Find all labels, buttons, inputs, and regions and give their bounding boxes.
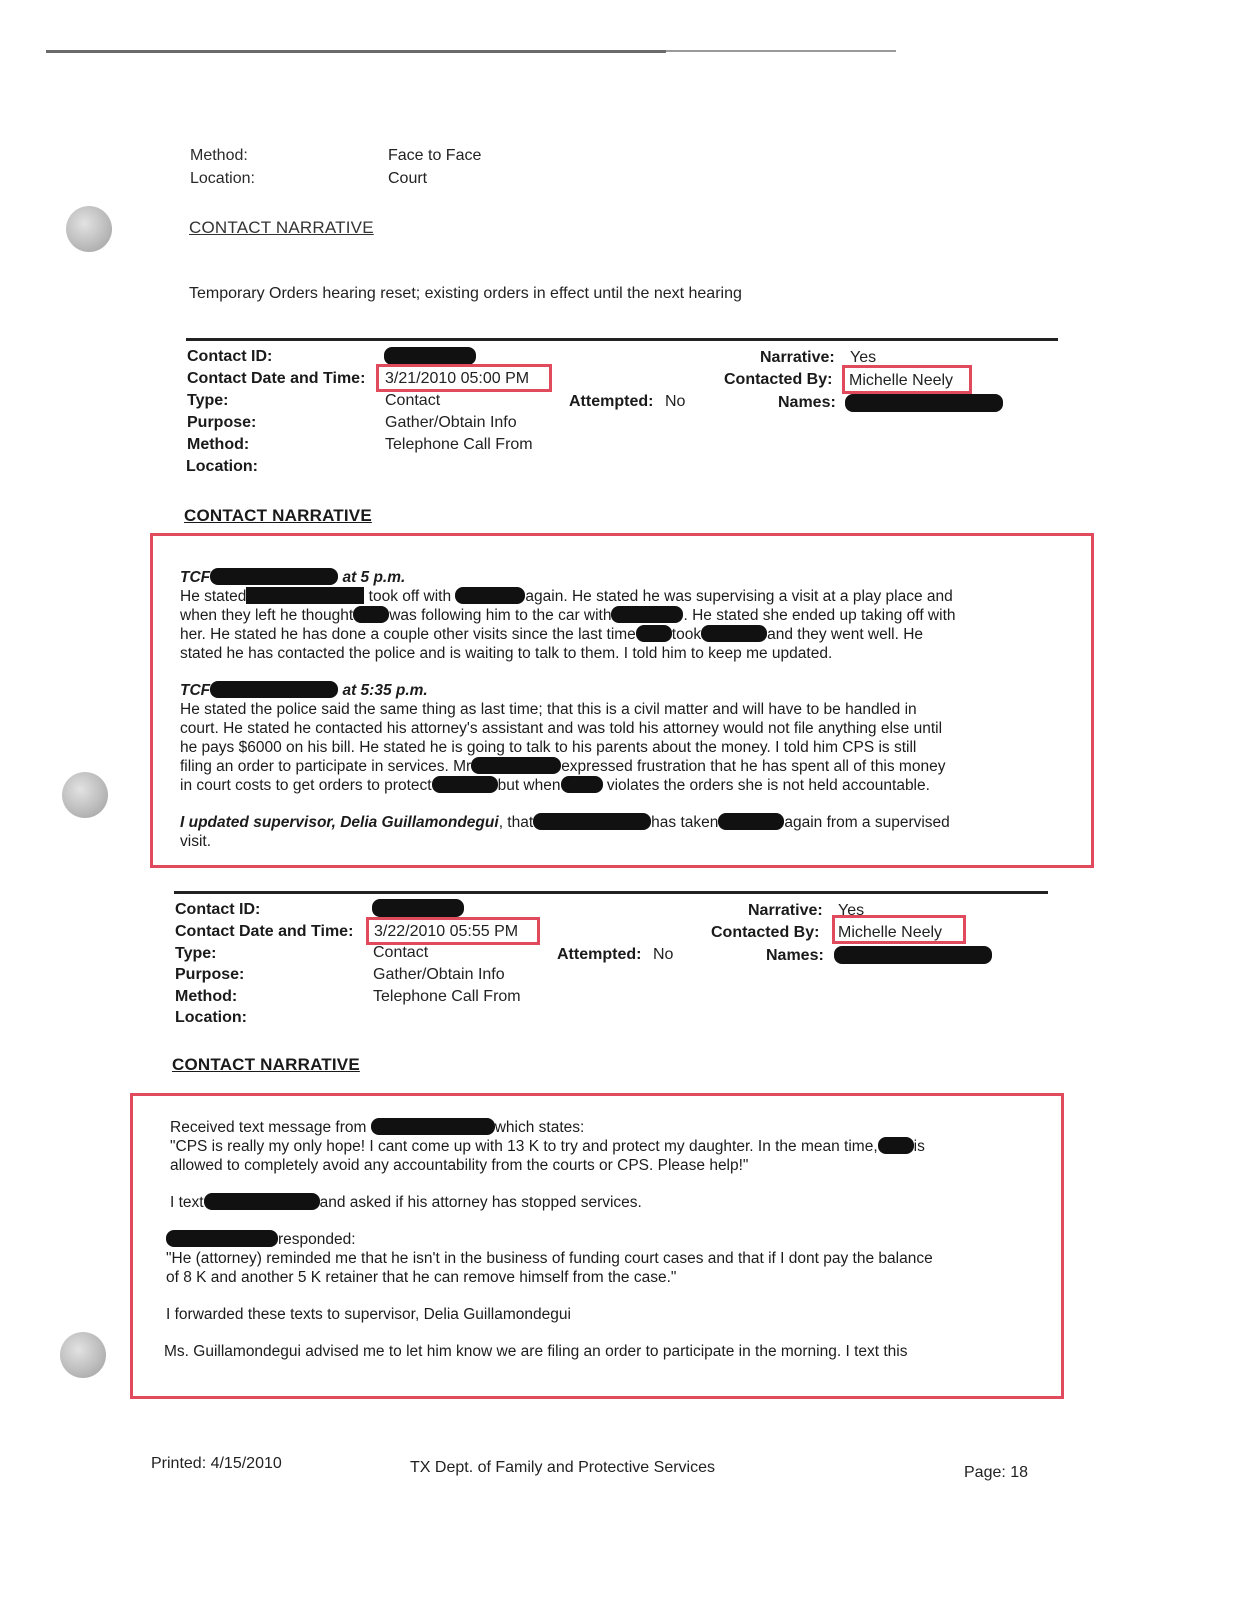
- narrative-paragraph: He stated the police said the same thing as last time; that this is a civil matter and will have to be handled in court. He stated he contacted his attorney's assistant and was told his attorney would not file anything else until he pays $6000 on his bill. He stated he is going to talk to his parents about the money. I told him CPS is still filing an order to participate in services. Mr expressed frustration that he has spent all of this money in court costs to get orders to protect but when violates the orders she is not held accountable.: [180, 701, 946, 794]
- entry-b-attempted-label: Attempted:: [557, 946, 642, 963]
- entry-a-purpose-label: Purpose:: [187, 414, 257, 431]
- redaction-names-b: [834, 946, 992, 964]
- entry-b-type-value: Contact: [373, 944, 429, 961]
- entry-a-method-label: Method:: [187, 436, 250, 453]
- entry-b-type-label: Type:: [175, 945, 217, 962]
- entry-a-contacted-by-value: Michelle Neely: [849, 372, 954, 389]
- narrative-paragraph: responded: "He (attorney) reminded me that he isn't in the business of funding court cases and that if I dont pay the balance of 8 K and another 5 K retainer that he can remove himself from the case.": [166, 1231, 933, 1286]
- entry-b-datetime-label: Contact Date and Time:: [175, 923, 354, 940]
- punch-hole-middle: [62, 772, 108, 818]
- entry-a-attempted-value: No: [665, 393, 686, 410]
- entry-a-narrative-heading: CONTACT NARRATIVE: [184, 506, 372, 525]
- narrative-paragraph: He stated took off with again. He stated he was supervising a visit at a play place and when they left he thought was following him to the car with . He stated she ended up taking off with her. He stated he has done a couple other visits since the last time took and they went well. He stated he has contacted the police and is waiting to talk to them. I told him to keep me updated.: [180, 588, 956, 662]
- entry-b-rule: [174, 891, 1048, 894]
- entry-a-contacted-by-label: Contacted By:: [724, 371, 833, 388]
- entry-a-names-label: Names:: [778, 394, 836, 411]
- entry-b-narrative-label: Narrative:: [748, 902, 823, 919]
- entry-b-contacted-by-value: Michelle Neely: [838, 924, 943, 941]
- redaction-names-a: [845, 394, 1003, 412]
- entry-b-narrative-heading: CONTACT NARRATIVE: [172, 1055, 360, 1074]
- punch-hole-top: [66, 206, 112, 252]
- entry-b-method-value: Telephone Call From: [373, 988, 521, 1005]
- entry-b-method-label: Method:: [175, 988, 238, 1005]
- narrative-paragraph: Ms. Guillamondegui advised me to let him know we are filing an order to participate in the morning. I text this: [164, 1343, 908, 1360]
- entry-b-datetime-value: 3/22/2010 05:55 PM: [374, 923, 519, 940]
- narrative-paragraph: Received text message from which states: "CPS is really my only hope! I cant come up with 13 K to try and protect my daughter. In the mean time, is allowed to completely avoid any accountability from the courts or CPS. Please help!": [170, 1119, 925, 1174]
- entry-a-narrative-value: Yes: [850, 349, 877, 366]
- narrative-paragraph: I updated supervisor, Delia Guillamondegui, that has taken again from a supervised visit.: [180, 814, 950, 850]
- entry-a-contact-id-label: Contact ID:: [187, 348, 273, 365]
- method-value: Face to Face: [388, 147, 482, 164]
- punch-hole-bottom: [60, 1332, 106, 1378]
- entry-b-purpose-value: Gather/Obtain Info: [373, 966, 505, 983]
- narrative-body-b: [164, 1118, 1050, 1361]
- method-label: Method:: [190, 147, 248, 164]
- top-rule: [46, 50, 666, 53]
- redaction-contact-id: [372, 899, 464, 917]
- entry-b-names-label: Names:: [766, 947, 824, 964]
- tcf-heading: TCF at 5:35 p.m.: [180, 682, 428, 699]
- entry-b-attempted-value: No: [653, 946, 674, 963]
- entry-b-purpose-label: Purpose:: [175, 966, 245, 983]
- entry-b-contact-id-label: Contact ID:: [175, 901, 261, 918]
- narrative-paragraph: I forwarded these texts to supervisor, Delia Guillamondegui: [166, 1306, 571, 1323]
- entry-a-method-value: Telephone Call From: [385, 436, 533, 453]
- entry-a-purpose-value: Gather/Obtain Info: [385, 414, 517, 431]
- narrative-paragraph: I text and asked if his attorney has stopped services.: [170, 1194, 642, 1211]
- entry-a-datetime-value: 3/21/2010 05:00 PM: [385, 370, 530, 387]
- entry-b-contacted-by-label: Contacted By:: [711, 924, 820, 941]
- location-value: Court: [388, 170, 428, 187]
- entry-a-attempted-label: Attempted:: [569, 393, 654, 410]
- footer-page-number: Page: 18: [964, 1464, 1029, 1481]
- entry-a-location-label: Location:: [186, 458, 258, 475]
- narrative-heading-first: CONTACT NARRATIVE: [189, 218, 374, 237]
- entry-a-type-value: Contact: [385, 392, 441, 409]
- entry-a-narrative-label: Narrative:: [760, 349, 835, 366]
- entry-a-datetime-label: Contact Date and Time:: [187, 370, 366, 387]
- entry-b-location-label: Location:: [175, 1009, 247, 1026]
- tcf-heading: TCF at 5 p.m.: [180, 569, 406, 586]
- entry-a-type-label: Type:: [187, 392, 229, 409]
- entry-a-rule: [186, 338, 1058, 341]
- location-label: Location:: [190, 170, 255, 187]
- redaction-contact-id: [384, 347, 476, 365]
- footer-printed-date: Printed: 4/15/2010: [151, 1455, 282, 1472]
- narrative-body-a: [180, 568, 1070, 851]
- narrative-text-first: Temporary Orders hearing reset; existing orders in effect until the next hearing: [189, 285, 742, 302]
- top-rule-right: [666, 50, 896, 52]
- footer-agency: TX Dept. of Family and Protective Services: [410, 1459, 715, 1476]
- entry-b-narrative-value: Yes: [838, 902, 865, 919]
